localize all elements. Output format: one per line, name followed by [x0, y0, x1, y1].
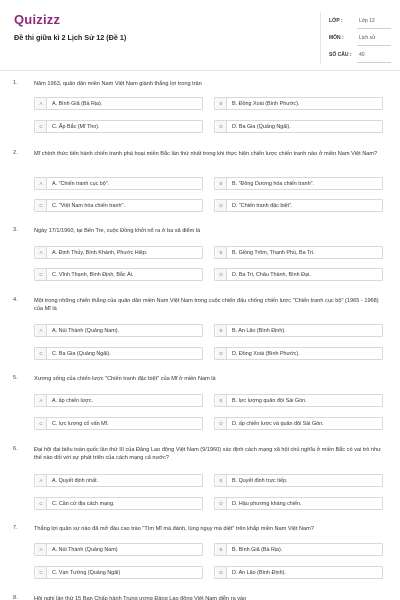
- option-d[interactable]: [214, 268, 383, 281]
- option-text: D. "Chiến tranh đặc biệt".: [232, 202, 293, 209]
- worksheet-title: Đề thi giữa kì 2 Lịch Sử 12 (Đề 1): [14, 33, 127, 42]
- option-letter-badge: D: [216, 567, 227, 578]
- option-letter-badge: D: [216, 348, 227, 359]
- option-a[interactable]: [34, 394, 203, 407]
- option-letter-badge: C: [36, 200, 47, 211]
- option-d[interactable]: [214, 347, 383, 360]
- question-text: Hội nghị lần thứ 15 Ban Chấp hành Trung ương Đảng Lao động Việt Nam diễn ra vào: [34, 596, 247, 600]
- meta-subject-label: MÔN :: [329, 35, 344, 41]
- option-a[interactable]: [34, 474, 203, 487]
- option-text: A. ấp chiến lược.: [52, 397, 94, 404]
- option-text: B. "Đông Dương hóa chiến tranh".: [232, 180, 314, 187]
- option-letter-badge: A: [36, 325, 47, 336]
- option-text: C. Cần cứ địa cách mạng.: [52, 500, 115, 507]
- option-text: C. lực lượng cố vấn Mĩ.: [52, 420, 109, 427]
- option-b[interactable]: [214, 246, 383, 259]
- option-letter-badge: C: [36, 418, 47, 429]
- meta-subject-value: Lịch sử: [359, 35, 376, 41]
- option-letter-badge: B: [216, 475, 227, 486]
- meta-count-row: [329, 48, 391, 62]
- worksheet-header: [0, 0, 400, 68]
- question-number: 7.: [13, 525, 18, 531]
- option-text: B. Bình Giã (Bà Rịa).: [232, 546, 283, 553]
- option-letter-badge: B: [216, 544, 227, 555]
- option-b[interactable]: [214, 394, 383, 407]
- option-a[interactable]: [34, 246, 203, 259]
- question-text: Thắng lợi quân sự nào đã mở đầu cao trào "Tìm Mĩ mà đánh, lùng ngụy mà diệt" trên khắp miền Nam Việt Nam?: [34, 526, 314, 532]
- option-b[interactable]: [214, 474, 383, 487]
- option-text: A. Núi Thành (Quảng Nam).: [52, 327, 120, 334]
- option-text: C. Vĩnh Thạnh, Bình Định, Bắc Ái.: [52, 271, 134, 278]
- option-letter-badge: D: [216, 269, 227, 280]
- option-letter-badge: C: [36, 269, 47, 280]
- option-letter-badge: A: [36, 475, 47, 486]
- option-letter-badge: C: [36, 348, 47, 359]
- option-letter-badge: D: [216, 200, 227, 211]
- option-d[interactable]: [214, 199, 383, 212]
- question-number: 1.: [13, 80, 18, 86]
- option-letter-badge: B: [216, 325, 227, 336]
- option-c[interactable]: [34, 199, 203, 212]
- option-a[interactable]: [34, 177, 203, 190]
- option-b[interactable]: [214, 177, 383, 190]
- meta-divider: [357, 45, 391, 46]
- option-letter-badge: B: [216, 247, 227, 258]
- question-number: 6.: [13, 446, 18, 452]
- option-c[interactable]: [34, 120, 203, 133]
- option-text: B. lực lượng quân đội Sài Gòn.: [232, 397, 307, 404]
- question-number: 5.: [13, 375, 18, 381]
- option-text: A. "Chiến tranh cục bộ".: [52, 180, 110, 187]
- option-d[interactable]: [214, 120, 383, 133]
- option-letter-badge: C: [36, 121, 47, 132]
- option-a[interactable]: [34, 97, 203, 110]
- option-text: C. Vạn Tường (Quảng Ngãi): [52, 569, 121, 576]
- question-text: Mĩ chính thức tiến hành chiến tranh phá hoại miền Bắc lần thứ nhất trong khi thực hiện chiến lược chiến tranh nào ở miền Nam Việt Nam?: [34, 151, 378, 157]
- option-text: B. Giồng Trôm, Thạnh Phú, Ba Tri.: [232, 249, 315, 256]
- question-number: 3.: [13, 227, 18, 233]
- question-number: 8.: [13, 595, 18, 600]
- option-letter-badge: B: [216, 178, 227, 189]
- option-c[interactable]: [34, 566, 203, 579]
- worksheet-meta: [320, 12, 390, 64]
- option-d[interactable]: [214, 497, 383, 510]
- meta-count-value: 40: [359, 52, 365, 58]
- option-text: C. "Việt Nam hóa chiến tranh".: [52, 202, 125, 209]
- question-number: 2.: [13, 150, 18, 156]
- option-letter-badge: A: [36, 178, 47, 189]
- option-a[interactable]: [34, 324, 203, 337]
- header-divider: [0, 70, 400, 71]
- option-text: C. Ấp Bắc (Mĩ Tho).: [52, 123, 100, 130]
- meta-class-row: [329, 14, 391, 28]
- option-letter-badge: C: [36, 498, 47, 509]
- option-d[interactable]: [214, 566, 383, 579]
- question-text: Đại hội đại biểu toàn quốc lần thứ III của Đảng Lao động Việt Nam (9/1960) xác định cách mạng xã hội chủ nghĩa ở miền Bắc có vai trò như thế nào đối với sự phát triển của cách mạng cả nước?: [34, 447, 381, 461]
- option-text: B. An Lão (Bình Định).: [232, 327, 286, 334]
- option-letter-badge: C: [36, 567, 47, 578]
- option-text: B. Đồng Xoài (Bình Phước).: [232, 100, 300, 107]
- question-text: Ngày 17/1/1960, tại Bến Tre, cuộc Đồng khởi nổ ra ở ba xã điểm là: [34, 228, 201, 234]
- meta-subject-row: [329, 31, 391, 45]
- option-d[interactable]: [214, 417, 383, 430]
- option-a[interactable]: [34, 543, 203, 556]
- option-text: D. ấp chiến lược và quân đội Sài Gòn.: [232, 420, 324, 427]
- option-c[interactable]: [34, 497, 203, 510]
- question-number: 4.: [13, 297, 18, 303]
- option-letter-badge: D: [216, 498, 227, 509]
- option-text: A. Núi Thành (Quảng Nam): [52, 546, 118, 553]
- meta-class-value: Lớp 12: [359, 18, 375, 24]
- option-letter-badge: A: [36, 395, 47, 406]
- option-c[interactable]: [34, 268, 203, 281]
- option-letter-badge: B: [216, 98, 227, 109]
- option-text: D. Đồng Xoài (Bình Phước).: [232, 350, 300, 357]
- option-b[interactable]: [214, 543, 383, 556]
- option-text: D. Ba Tri, Châu Thành, Bình Đại.: [232, 271, 311, 278]
- option-text: A. Bình Giã (Bà Rịa).: [52, 100, 103, 107]
- option-text: D. An Lão (Bình Định).: [232, 569, 286, 576]
- option-text: A. Quyết định nhất.: [52, 477, 99, 484]
- option-letter-badge: D: [216, 418, 227, 429]
- option-text: C. Ba Gia (Quảng Ngãi).: [52, 350, 111, 357]
- option-letter-badge: A: [36, 247, 47, 258]
- meta-divider: [357, 28, 391, 29]
- option-letter-badge: A: [36, 98, 47, 109]
- option-letter-badge: D: [216, 121, 227, 132]
- meta-divider: [357, 62, 391, 63]
- quizizz-logo: Quizizz: [14, 12, 61, 27]
- option-text: D. Ba Gia (Quảng Ngãi).: [232, 123, 291, 130]
- question-text: Một trong những chiến thắng của quân dân miền Nam Việt Nam trong cuộc chiến đấu chống chiến lược "Chiến tranh cục bộ" (1965 - 1968) của Mĩ là: [34, 298, 379, 312]
- question-8-partial: [0, 593, 400, 600]
- option-letter-badge: A: [36, 544, 47, 555]
- question-text: Năm 1963, quân dân miền Nam Việt Nam giành thắng lợi trong trận: [34, 81, 202, 87]
- option-b[interactable]: [214, 97, 383, 110]
- option-b[interactable]: [214, 324, 383, 337]
- meta-class-label: LỚP :: [329, 18, 343, 24]
- question-text: Xương sống của chiến lược "Chiến tranh đặc biệt" của Mĩ ở miền Nam là: [34, 376, 216, 382]
- option-c[interactable]: [34, 347, 203, 360]
- option-text: D. Hậu phương kháng chiến.: [232, 500, 302, 507]
- meta-count-label: SỐ CÂU :: [329, 52, 352, 58]
- option-letter-badge: B: [216, 395, 227, 406]
- option-text: B. Quyết định trực tiếp.: [232, 477, 288, 484]
- option-text: A. Định Thủy, Bình Khánh, Phước Hiệp.: [52, 249, 148, 256]
- option-c[interactable]: [34, 417, 203, 430]
